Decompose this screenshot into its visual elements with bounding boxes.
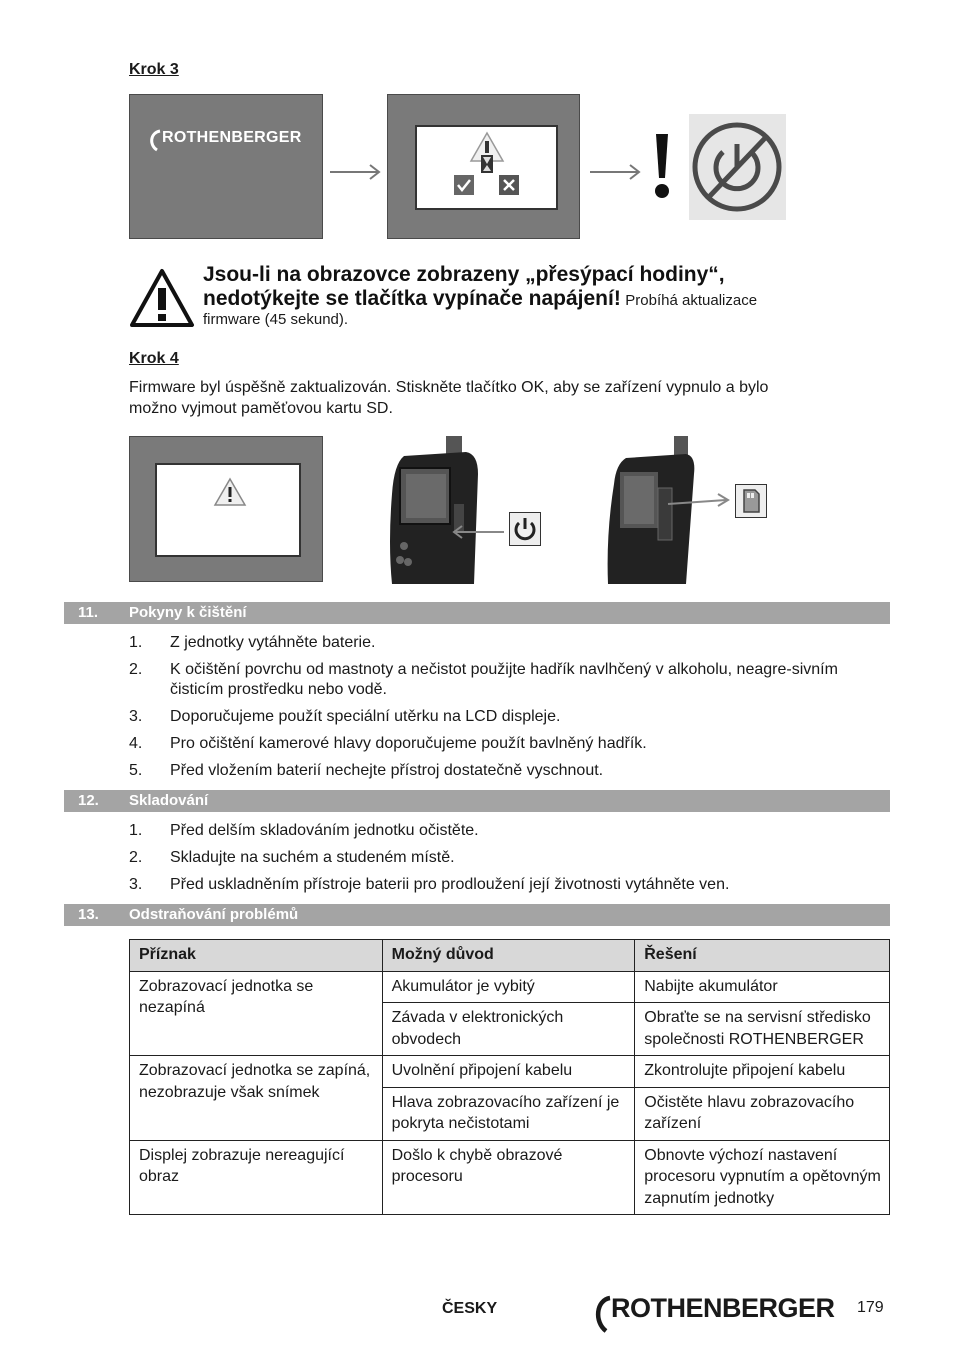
list-item-number: 3.: [129, 876, 143, 893]
section-title: Skladování: [129, 792, 209, 809]
table-row: [130, 1140, 890, 1215]
list-item-text: Před delším skladováním jednotku očistěte.: [170, 822, 479, 839]
warning-heading-line2-row: [203, 287, 757, 311]
list-item-text: Doporučujeme použít speciální utěrku na LCD displeje.: [170, 708, 561, 725]
list-item-text: Skladujte na suchém a studeném místě.: [170, 849, 455, 866]
solution-cell: Obraťte se na servisní středisko společnosti ROTHENBERGER: [635, 1003, 890, 1056]
warning-heading-line1: Jsou-li na obrazovce zobrazeny „přesýpací hodiny“,: [203, 263, 725, 286]
table-header-cell: Příznak: [130, 940, 383, 972]
section-number: 11.: [78, 604, 99, 621]
section-title: Pokyny k čištění: [129, 604, 247, 621]
list-item-number: 1.: [129, 822, 143, 839]
warning-small-icon: [213, 477, 247, 507]
ok-checkbox-icon: [454, 175, 474, 195]
device-power-off-illustration: [386, 434, 546, 584]
list-item-number: 2.: [129, 661, 143, 678]
success-screen-illustration: [129, 436, 323, 582]
cause-cell: Závada v elektronických obvodech: [382, 1003, 635, 1056]
section-number: 12.: [78, 792, 99, 809]
section-title: Odstraňování problémů: [129, 906, 299, 923]
list-item-number: 3.: [129, 708, 143, 725]
exclamation-icon: [650, 130, 674, 202]
list-item-text: Před uskladněním přístroje baterii pro prodloužení její životnosti vytáhněte ven.: [170, 876, 730, 893]
screen-logo-text: ROTHENBERGER: [162, 129, 302, 146]
no-power-button-illustration: [689, 114, 786, 220]
solution-cell: Očistěte hlavu zobrazovacího zařízení: [635, 1087, 890, 1140]
cause-cell: Akumulátor je vybitý: [382, 971, 635, 1003]
table-header-cell: Řešení: [635, 940, 890, 972]
table-row: [130, 1056, 890, 1088]
section-header-troubleshooting: [64, 904, 890, 926]
troubleshooting-table: [129, 939, 890, 1215]
list-item-number: 4.: [129, 735, 143, 752]
list-item-number: 5.: [129, 762, 143, 779]
symptom-cell: Zobrazovací jednotka se nezapíná: [130, 971, 383, 1056]
table-row: [130, 971, 890, 1003]
section-number: 13.: [78, 906, 99, 923]
list-item-text: Pro očištění kamerové hlavy doporučujeme použít bavlněný hadřík.: [170, 735, 647, 752]
table-header-cell: Možný důvod: [382, 940, 635, 972]
cause-cell: Uvolnění připojení kabelu: [382, 1056, 635, 1088]
update-screen-illustration: [387, 94, 580, 239]
cause-cell: Došlo k chybě obrazové procesoru: [382, 1140, 635, 1215]
step4-text-line2: možno vyjmout paměťovou kartu SD.: [129, 400, 393, 417]
list-item-number: 1.: [129, 634, 143, 651]
startup-screen-illustration: [129, 94, 323, 239]
power-button-icon: [509, 512, 541, 546]
list-item-number: 2.: [129, 849, 143, 866]
step3-label: Krok 3: [129, 61, 179, 78]
solution-cell: Nabijte akumulátor: [635, 971, 890, 1003]
device-sd-card-illustration: [606, 434, 736, 584]
no-power-icon: [689, 114, 786, 220]
warning-note-inline: Probíhá aktualizace: [625, 292, 758, 309]
list-item-text: Před vložením baterií nechejte přístroj dostatečně vyschnout.: [170, 762, 604, 779]
arrow-right-icon: [328, 162, 384, 182]
warning-note-line2: firmware (45 sekund).: [203, 311, 349, 328]
cause-cell: Hlava zobrazovacího zařízení je pokryta nečistotami: [382, 1087, 635, 1140]
solution-cell: Obnovte výchozí nastavení procesoru vypnutím a opětovným zapnutím jednotky: [635, 1140, 890, 1215]
symptom-cell: Zobrazovací jednotka se zapíná, nezobrazuje však snímek: [130, 1056, 383, 1141]
hourglass-warning-icon: [469, 131, 505, 175]
warning-heading-line2: nedotýkejte se tlačítka vypínače napájení!: [203, 287, 621, 310]
success-dialog: [155, 463, 301, 557]
footer-language: ČESKY: [442, 1300, 498, 1317]
solution-cell: Zkontrolujte připojení kabelu: [635, 1056, 890, 1088]
cancel-x-icon: [499, 175, 519, 195]
footer-brand-logo: ROTHENBERGER: [611, 1293, 835, 1323]
list-item-text: K očištění povrchu od mastnoty a nečistot použijte hadřík navlhčený v alkoholu, neagre-sivním čisticím prostředku nebo vodě.: [170, 661, 838, 698]
list-item-text: Z jednotky vytáhněte baterie.: [170, 634, 376, 651]
update-dialog: [415, 125, 558, 210]
footer-page-number: 179: [857, 1299, 884, 1316]
arrow-right-icon: [588, 162, 644, 182]
section-header-storage: [64, 790, 890, 812]
table-header-row: [130, 940, 890, 972]
section-header-cleaning: [64, 602, 890, 624]
warning-triangle-icon: [129, 268, 195, 328]
symptom-cell: Displej zobrazuje nereagující obraz: [130, 1140, 383, 1215]
sd-card-icon: [735, 484, 767, 518]
step4-text-line1: Firmware byl úspěšně zaktualizován. Stiskněte tlačítko OK, aby se zařízení vypnulo a bylo: [129, 379, 769, 396]
step4-label: Krok 4: [129, 350, 179, 367]
